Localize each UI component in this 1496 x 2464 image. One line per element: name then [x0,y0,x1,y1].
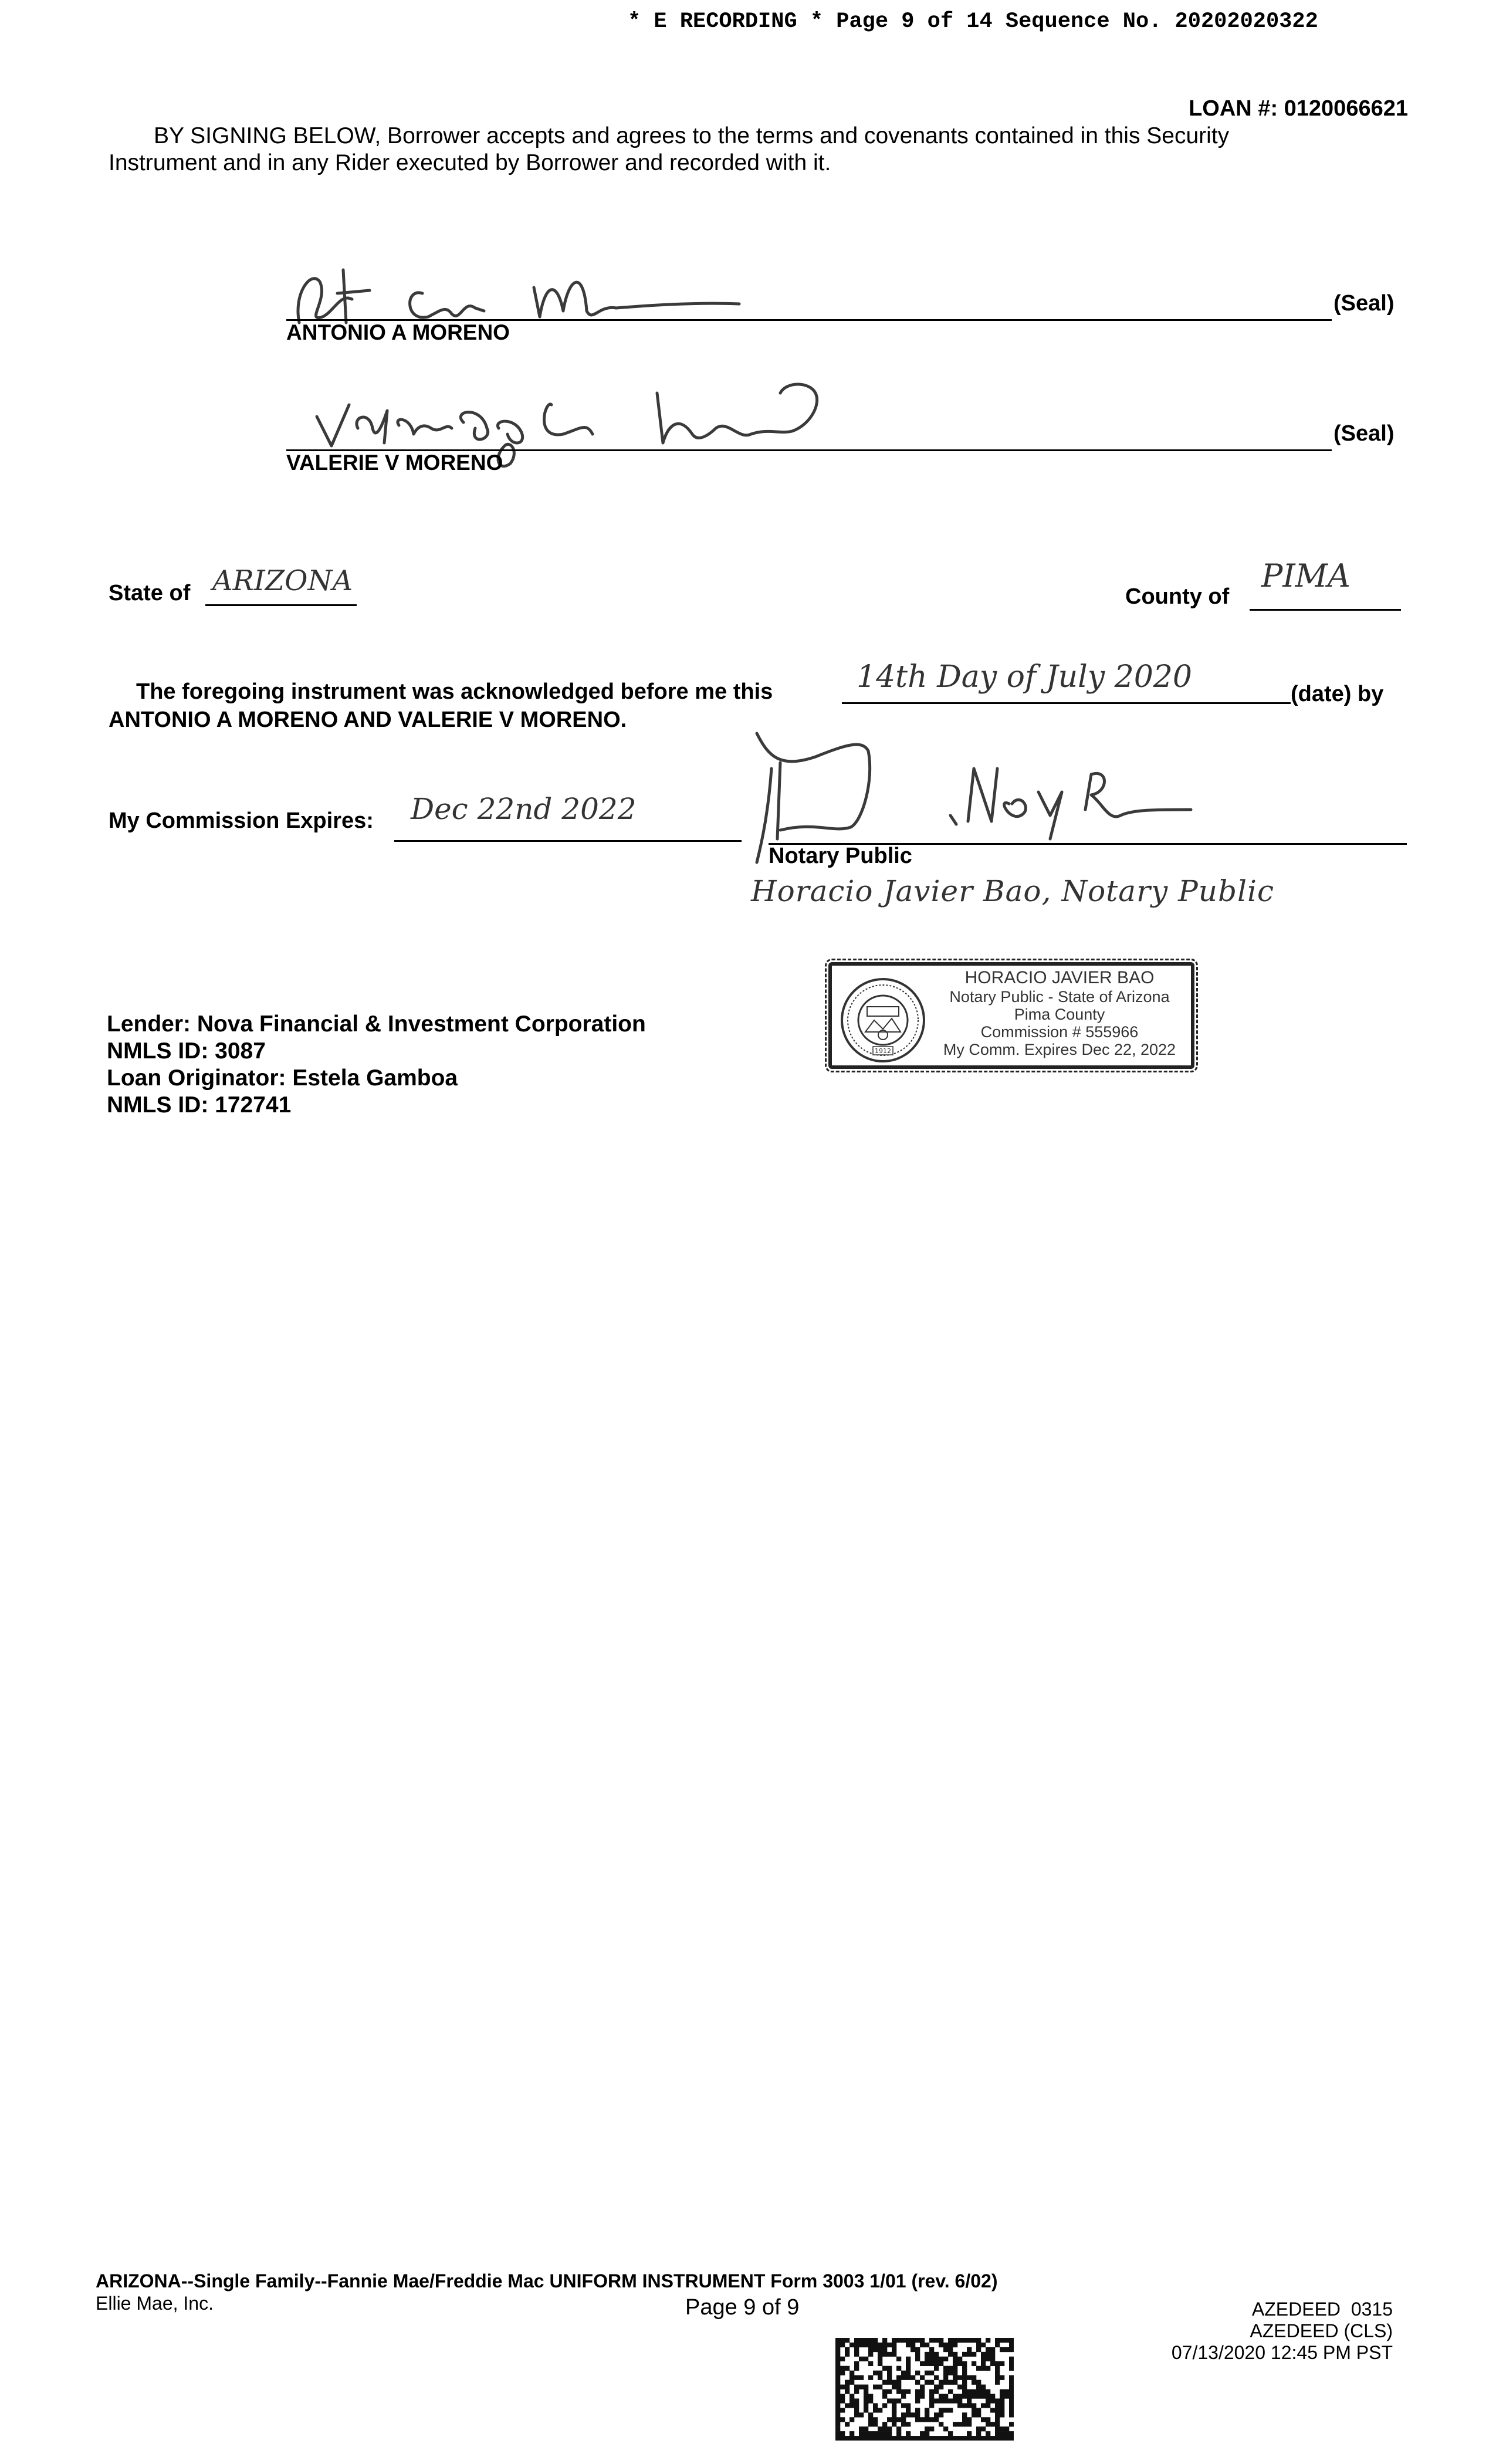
footer-timestamp: 07/13/2020 12:45 PM PST [1171,2342,1393,2363]
acknowledged-parties: ANTONIO A MORENO AND VALERIE V MORENO. [109,708,627,732]
commission-expires-value: Dec 22nd 2022 [411,792,637,826]
seal-year: 1912 [875,1047,891,1055]
loan-number: LOAN #: 0120066621 [1189,96,1408,121]
lender-line-1: Lender: Nova Financial & Investment Corporation [107,1011,646,1037]
footer-code-1: AZEDEED 0315 [1251,2299,1393,2320]
seal-label-2: (Seal) [1333,421,1395,446]
notary-printed-name: Horacio Javier Bao, Notary Public [751,874,1274,908]
loan-originator: Loan Originator: Estela Gamboa [107,1065,458,1091]
acknowledgment-date: 14th Day of July 2020 [857,659,1192,695]
stamp-line-5: My Comm. Expires Dec 22, 2022 [943,1041,1176,1058]
county-line [1250,609,1401,611]
originator-nmls: NMLS ID: 172741 [107,1092,292,1118]
footer-code-2: AZEDEED (CLS) [1250,2320,1393,2341]
notary-public-label: Notary Public [769,844,912,868]
stamp-name: HORACIO JAVIER BAO [964,968,1155,987]
arizona-seal-icon [839,976,927,1064]
stamp-line-2: Notary Public - State of Arizona [949,988,1170,1006]
commission-label: My Commission Expires: [109,808,374,833]
county-label: County of [1125,584,1230,609]
recording-header: * E RECORDING * Page 9 of 14 Sequence No. 20202020322 [628,9,1318,34]
footer-form-line: ARIZONA--Single Family--Fannie Mae/Freddie Mac UNIFORM INSTRUMENT Form 3003 1/01 (rev. 6/02) [96,2270,998,2292]
date-line [842,702,1291,704]
footer-page-number: Page 9 of 9 [685,2295,800,2320]
date-suffix: (date) by [1291,682,1384,706]
lender-nmls: NMLS ID: 3087 [107,1038,266,1064]
commission-line [394,840,742,842]
intro-line-2: Instrument and in any Rider executed by Borrower and recorded with it. [109,150,831,175]
2d-barcode-icon [835,2338,1014,2441]
state-label: State of [109,581,191,605]
footer-company: Ellie Mae, Inc. [96,2293,214,2314]
borrower-name-1: ANTONIO A MORENO [286,320,510,344]
borrower-name-2: VALERIE V MORENO [286,451,503,475]
seal-label-1: (Seal) [1333,291,1395,316]
stamp-line-3: Pima County [1014,1006,1105,1023]
county-value: PIMA [1261,557,1351,594]
intro-line-1: BY SIGNING BELOW, Borrower accepts and agrees to the terms and covenants contained in this Security [154,123,1230,148]
stamp-line-4: Commission # 555966 [980,1023,1139,1041]
notary-stamp [828,962,1194,1069]
state-line [205,604,357,606]
state-value: ARIZONA [212,564,353,597]
foregoing-text: The foregoing instrument was acknowledged before me this [136,679,773,704]
